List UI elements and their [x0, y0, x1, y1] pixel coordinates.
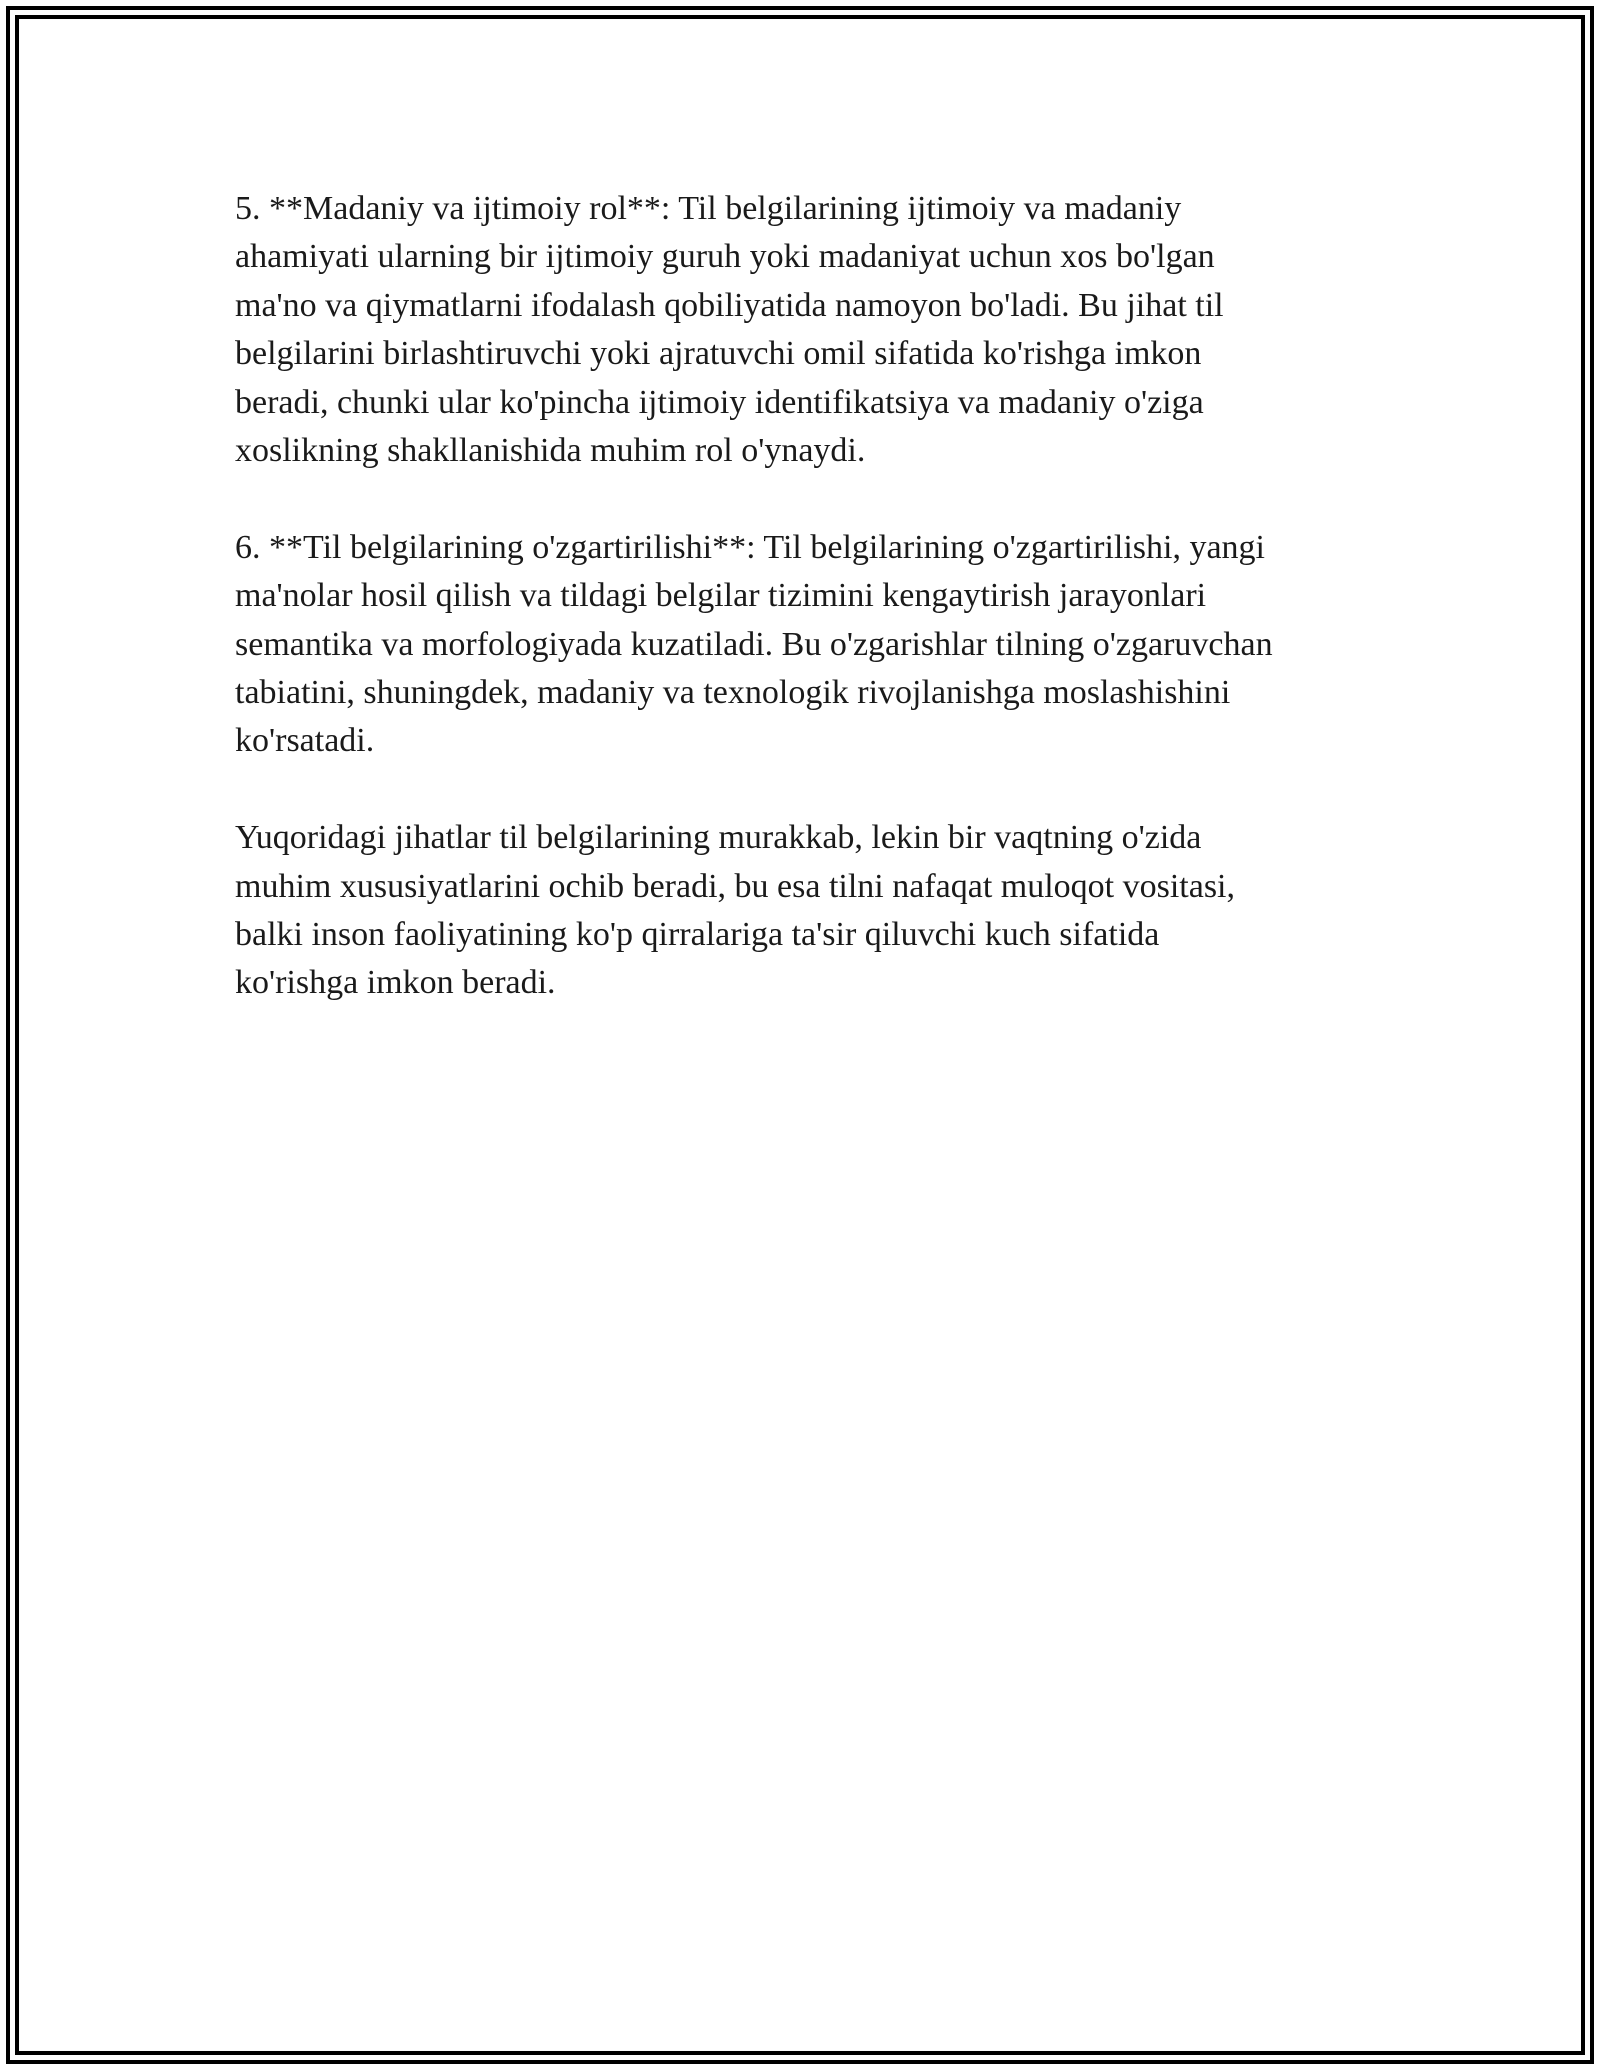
paragraph-conclusion: Yuqoridagi jihatlar til belgilarining murakkab, lekin bir vaqtning o'zida muhim xususiyatlarini ochib beradi, bu esa tilni nafaqat muloqot vositasi, balki inson faoliyatining ko'p qirralariga ta'sir qiluvchi kuch sifatida ko'rishga imkon beradi. [235, 819, 1235, 1002]
paragraph-cultural-social-role: 5. **Madaniy va ijtimoiy rol**: Til belgilarining ijtimoiy va madaniy ahamiyati ularning bir ijtimoiy guruh yoki madaniyat uchun xos bo'lgan ma'no va qiymatlarni ifodalash qobiliyatida namoyon bo'ladi. Bu jihat til belgilarini birlashtiruvchi yoki ajratuvchi omil sifatida ko'rishga imkon beradi, chunki ular ko'pincha ijtimoiy identifikatsiya va madaniy o'ziga xoslikning shakllanishida muhim rol o'ynaydi. [235, 190, 1224, 470]
paragraph-sign-modification: 6. **Til belgilarining o'zgartirilishi**: Til belgilarining o'zgartirilishi, yangi ma'nolar hosil qilish va tildagi belgilar tizimini kengaytirish jarayonlari semantika va morfologiyada kuzatiladi. Bu o'zgarishlar tilning o'zgaruvchan tabiatini, shuningdek, madaniy va texnologik rivojlanishga moslashishini ko'rsatadi. [235, 528, 1273, 760]
document-body [235, 185, 1365, 1056]
